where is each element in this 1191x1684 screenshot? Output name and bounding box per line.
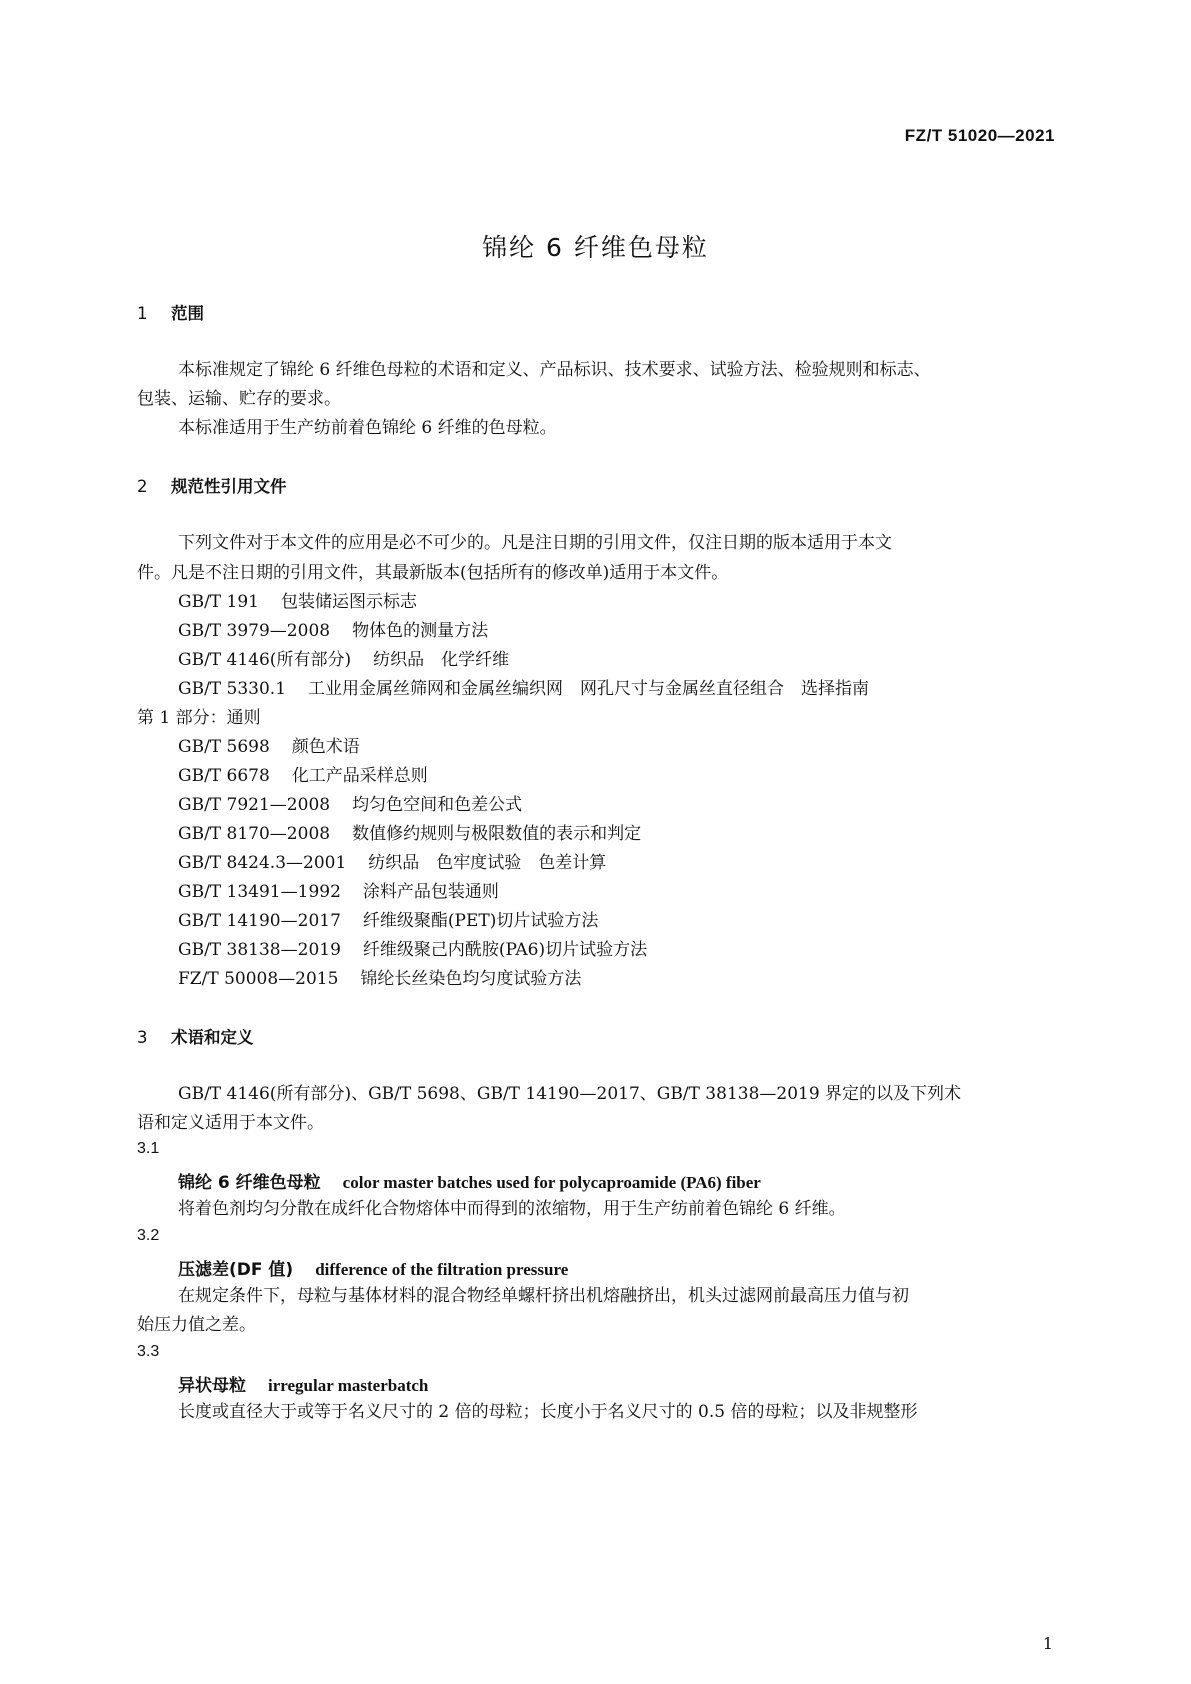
reference-code: GB/T 4146(所有部分) — [178, 650, 352, 670]
reference-item — [178, 819, 641, 849]
reference-item — [178, 674, 869, 704]
reference-item — [178, 790, 522, 820]
term-definition: 将着色剂均匀分散在成纤化合物熔体中而得到的浓缩物，用于生产纺前着色锦纶 6 纤维。 — [178, 1199, 846, 1219]
reference-title: 工业用金属丝筛网和金属丝编织网 网孔尺寸与金属丝直径组合 选择指南 — [308, 679, 870, 699]
term-number: 3.1 — [137, 1140, 160, 1157]
paragraph-line: 本标准规定了锦纶 6 纤维色母粒的术语和定义、产品标识、技术要求、试验方法、检验规则和标志、 — [178, 360, 931, 380]
reference-title: 纤维级聚酯(PET)切片试验方法 — [362, 911, 599, 931]
term-zh: 压滤差(DF 值) — [178, 1260, 294, 1280]
reference-code: GB/T 8424.3—2001 — [178, 853, 347, 873]
standard-code: FZ/T 51020—2021 — [904, 126, 1055, 145]
paragraph-line: 件。凡是不注日期的引用文件，其最新版本(包括所有的修改单)适用于本文件。 — [137, 563, 729, 583]
reference-title: 纺织品 色牢度试验 色差计算 — [368, 853, 607, 873]
term-definition: 始压力值之差。 — [137, 1315, 256, 1335]
term-en: color master batches used for polycaproamide (PA6) fiber — [342, 1173, 761, 1192]
reference-code: GB/T 5330.1 — [178, 679, 287, 699]
reference-code: GB/T 13491—1992 — [178, 882, 341, 902]
term-en: irregular masterbatch — [268, 1376, 429, 1395]
section-number: 1 — [137, 304, 148, 323]
document-title: 锦纶 6 纤维色母粒 — [482, 233, 709, 262]
reference-code: GB/T 38138—2019 — [178, 940, 341, 960]
reference-item — [178, 587, 417, 617]
section-3-heading — [137, 1024, 254, 1048]
section-title: 术语和定义 — [171, 1028, 254, 1047]
reference-item — [178, 761, 428, 791]
reference-title: 数值修约规则与极限数值的表示和判定 — [352, 824, 642, 844]
reference-code: GB/T 7921—2008 — [178, 795, 331, 815]
term-number: 3.3 — [137, 1343, 160, 1360]
term-zh: 锦纶 6 纤维色母粒 — [178, 1173, 321, 1193]
term-en: difference of the filtration pressure — [315, 1260, 569, 1279]
term-definition: 长度或直径大于或等于名义尺寸的 2 倍的母粒；长度小于名义尺寸的 0.5 倍的母粒；以及非规整形 — [178, 1402, 918, 1422]
paragraph-line: 下列文件对于本文件的应用是必不可少的。凡是注日期的引用文件，仅注日期的版本适用于本文 — [178, 533, 892, 553]
reference-item — [178, 964, 581, 994]
reference-code: FZ/T 50008—2015 — [178, 969, 339, 989]
reference-title: 包装储运图示标志 — [281, 592, 417, 612]
section-title: 规范性引用文件 — [171, 477, 287, 496]
reference-code: GB/T 5698 — [178, 737, 270, 757]
reference-code: GB/T 3979—2008 — [178, 621, 331, 641]
reference-title: 颜色术语 — [291, 737, 360, 757]
reference-title: 物体色的测量方法 — [352, 621, 489, 641]
reference-title: 化工产品采样总则 — [291, 766, 428, 786]
term-zh: 异状母粒 — [178, 1376, 246, 1396]
reference-item — [178, 877, 499, 907]
reference-code: GB/T 8170—2008 — [178, 824, 331, 844]
reference-item — [178, 935, 647, 965]
section-2-heading — [137, 473, 287, 497]
page-number: 1 — [1042, 1634, 1053, 1653]
term-definition: 在规定条件下，母粒与基体材料的混合物经单螺杆挤出机熔融挤出，机头过滤网前最高压力值与初 — [178, 1286, 909, 1306]
reference-item — [178, 616, 488, 646]
reference-title: 纤维级聚己内酰胺(PA6)切片试验方法 — [362, 940, 648, 960]
reference-item — [178, 906, 598, 936]
paragraph-line: 语和定义适用于本文件。 — [137, 1113, 324, 1133]
section-1-heading — [137, 300, 204, 324]
term-heading — [178, 1371, 428, 1396]
reference-continuation: 第 1 部分：通则 — [137, 708, 261, 728]
reference-item — [178, 732, 360, 762]
section-title: 范围 — [171, 304, 204, 323]
reference-title: 涂料产品包装通则 — [362, 882, 499, 902]
reference-code: GB/T 191 — [178, 592, 259, 612]
reference-title: 纺织品 化学纤维 — [373, 650, 510, 670]
reference-title: 均匀色空间和色差公式 — [352, 795, 523, 815]
reference-code: GB/T 6678 — [178, 766, 270, 786]
term-number: 3.2 — [137, 1227, 160, 1244]
reference-item — [178, 645, 509, 675]
term-heading — [178, 1255, 568, 1280]
reference-item — [178, 848, 606, 878]
paragraph-line: 本标准适用于生产纺前着色锦纶 6 纤维的色母粒。 — [178, 418, 557, 438]
term-heading — [178, 1168, 761, 1193]
reference-code: GB/T 14190—2017 — [178, 911, 341, 931]
paragraph-line: GB/T 4146(所有部分)、GB/T 5698、GB/T 14190—2017、GB/T 38138—2019 界定的以及下列术 — [178, 1084, 962, 1104]
paragraph-line: 包装、运输、贮存的要求。 — [137, 389, 341, 409]
section-number: 3 — [137, 1028, 148, 1047]
reference-title: 锦纶长丝染色均匀度试验方法 — [360, 969, 582, 989]
section-number: 2 — [137, 477, 148, 496]
